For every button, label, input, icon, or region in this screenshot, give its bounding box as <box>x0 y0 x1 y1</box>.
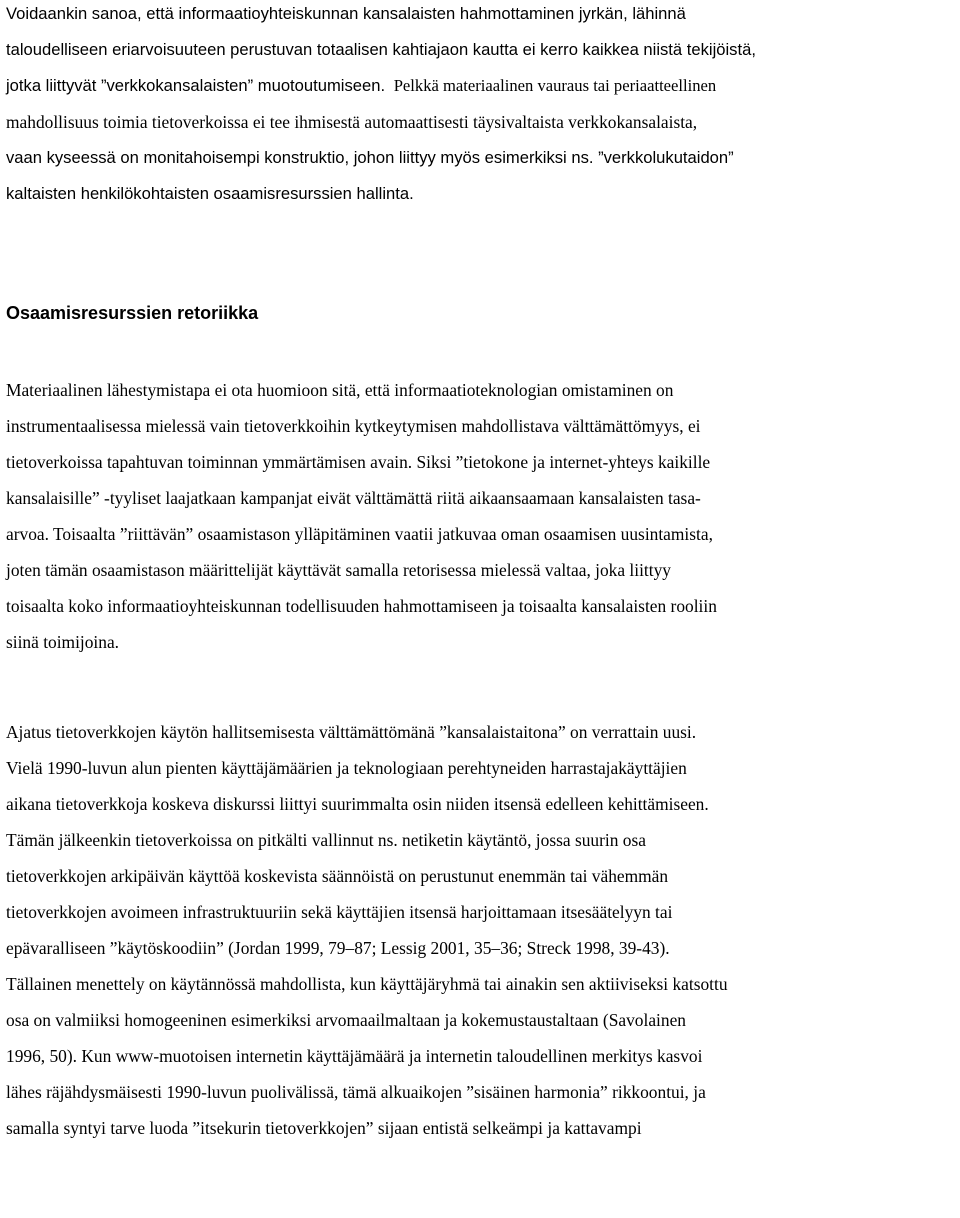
text-segment: jotka liittyvät ”verkkokansalaisten” muotoutumiseen. <box>6 76 386 95</box>
text-line: Tällainen menettely on käytännössä mahdollista, kun käyttäjäryhmä tai ainakin sen aktiiviseksi katsottu <box>6 974 728 994</box>
text-line: 1996, 50). Kun www-muotoisen internetin käyttäjämäärä ja internetin taloudellinen merkitys kasvoi <box>6 1046 703 1066</box>
text-line: joten tämän osaamistason määrittelijät käyttävät samalla retorisessa mielessä valtaa, joka liittyy <box>6 560 671 580</box>
text-line: tietoverkkojen avoimeen infrastruktuuriin sekä käyttäjien itsensä harjoittamaan itsesäätelyyn tai <box>6 902 673 922</box>
text-line: toisaalta koko informaatioyhteiskunnan todellisuuden hahmottamiseen ja toisaalta kansalaisten rooliin <box>6 596 717 616</box>
text-line: osa on valmiiksi homogeeninen esimerkiksi arvomaailmaltaan ja kokemustaustaltaan (Savolainen <box>6 1010 686 1030</box>
text-line: Ajatus tietoverkkojen käytön hallitsemisesta välttämättömänä ”kansalaistaitona” on verrattain uusi. <box>6 722 697 742</box>
text-line: Tämän jälkeenkin tietoverkoissa on pitkälti vallinnut ns. netiketin käytäntö, jossa suurin osa <box>6 830 646 850</box>
text-line: epävaralliseen ”käytöskoodiin” (Jordan 1999, 79–87; Lessig 2001, 35–36; Streck 1998, 39-43). <box>6 938 670 958</box>
text-line: samalla syntyi tarve luoda ”itsekurin tietoverkkojen” sijaan entistä selkeämpi ja kattavampi <box>6 1118 642 1138</box>
text-line <box>6 75 716 97</box>
text-line: mahdollisuus toimia tietoverkoissa ei tee ihmisestä automaattisesti täysivaltaista verkkokansalaista, <box>6 112 698 132</box>
text-line: arvoa. Toisaalta ”riittävän” osaamistason ylläpitäminen vaatii jatkuvaa oman osaamisen uusintamista, <box>6 524 713 544</box>
text-line: tietoverkkojen arkipäivän käyttöä koskevista säännöistä on perustunut enemmän tai vähemmän <box>6 866 669 886</box>
section-heading: Osaamisresurssien retoriikka <box>6 303 259 323</box>
text-line: lähes räjähdysmäisesti 1990-luvun puolivälissä, tämä alkuaikojen ”sisäinen harmonia” rikkoontui, ja <box>6 1082 706 1102</box>
text-line: kansalaisille” -tyyliset laajatkaan kampanjat eivät välttämättä riitä aikaansaamaan kansalaisten tasa- <box>6 488 701 508</box>
text-line: siinä toimijoina. <box>6 632 120 652</box>
text-line: kaltaisten henkilökohtaisten osaamisresurssien hallinta. <box>6 184 414 203</box>
text-line: Materiaalinen lähestymistapa ei ota huomioon sitä, että informaatioteknologian omistaminen on <box>6 380 674 400</box>
text-line: aikana tietoverkkoja koskeva diskurssi liittyi suurimmalta osin niiden itsensä edelleen kehittämiseen. <box>6 794 709 814</box>
text-line: Voidaankin sanoa, että informaatioyhteiskunnan kansalaisten hahmottaminen jyrkän, lähinnä <box>6 4 686 23</box>
text-line: taloudelliseen eriarvoisuuteen perustuvan totaalisen kahtiajaon kautta ei kerro kaikkea niistä tekijöistä, <box>6 40 756 59</box>
text-line: instrumentaalisessa mielessä vain tietoverkkoihin kytkeytymisen mahdollistava välttämättömyys, ei <box>6 416 701 436</box>
text-segment: Pelkkä materiaalinen vauraus tai periaatteellinen <box>393 76 717 95</box>
text-line: Vielä 1990-luvun alun pienten käyttäjämäärien ja teknologiaan perehtyneiden harrastajakäyttäjien <box>6 758 687 778</box>
text-line: vaan kyseessä on monitahoisempi konstruktio, johon liittyy myös esimerkiksi ns. ”verkkolukutaidon” <box>6 148 734 167</box>
text-line: tietoverkoissa tapahtuvan toiminnan ymmärtämisen avain. Siksi ”tietokone ja internet-yhteys kaikille <box>6 452 711 472</box>
